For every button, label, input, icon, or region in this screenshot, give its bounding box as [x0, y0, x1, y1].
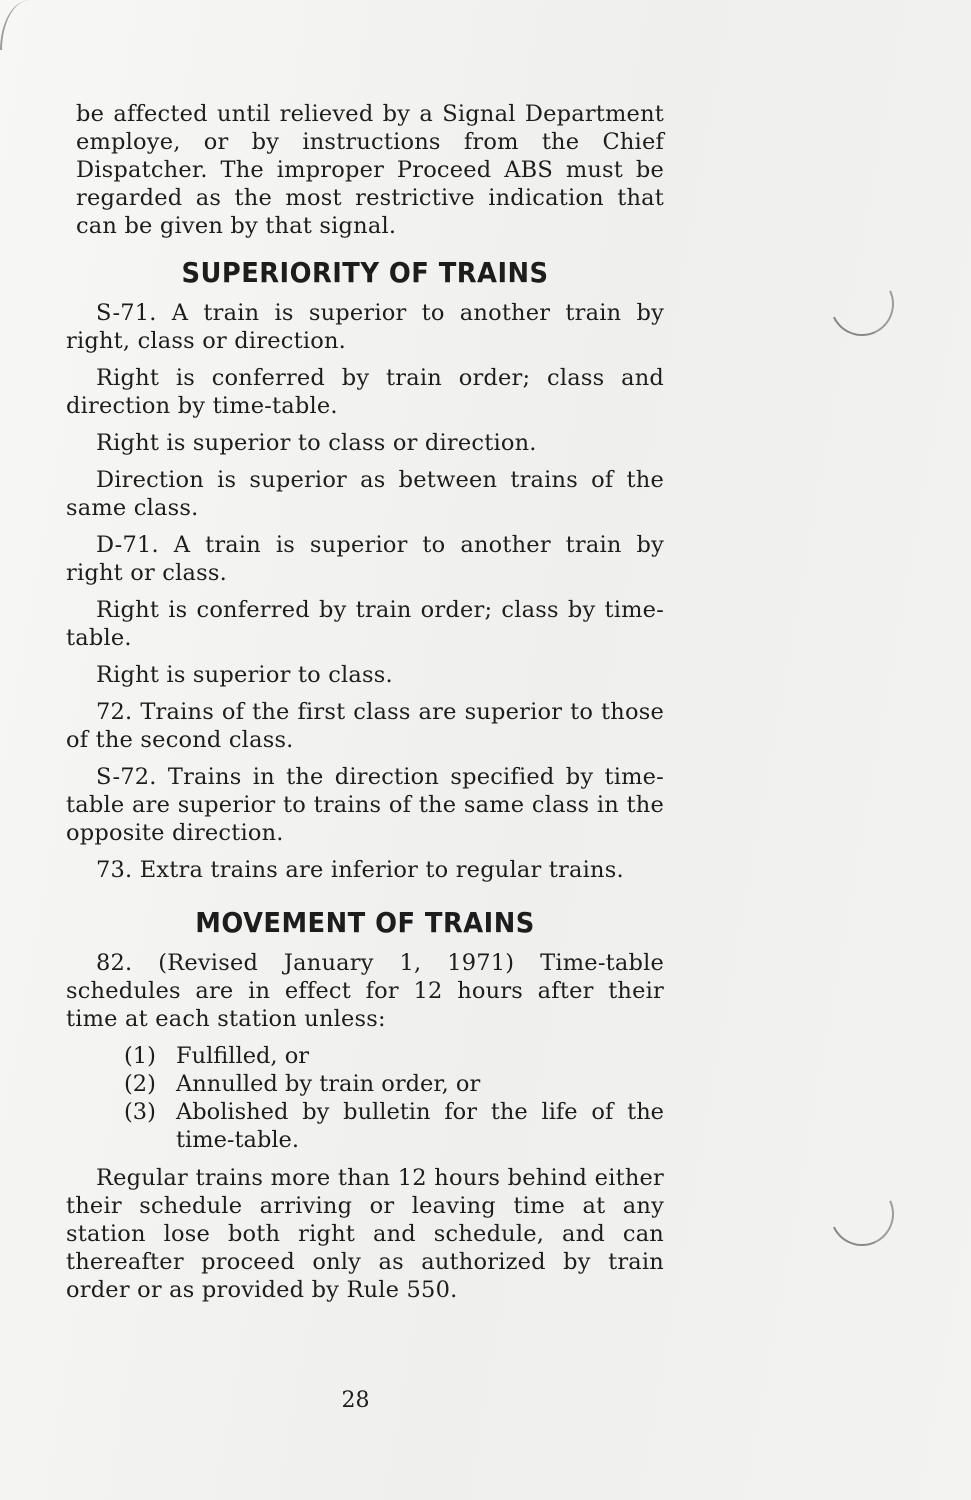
- condition-marker: (2): [124, 1071, 156, 1097]
- rule-paragraph: S-71. A train is superior to another train by right, class or direction.: [66, 300, 664, 354]
- binder-hole-top: [821, 263, 903, 345]
- condition-item: [124, 1070, 664, 1098]
- rule-paragraph: Right is superior to class.: [96, 662, 393, 688]
- condition-marker: (3): [124, 1099, 156, 1125]
- page-corner-fold: [0, 0, 32, 50]
- rule-paragraph: 73. Extra trains are inferior to regular trains.: [96, 857, 624, 883]
- rule-paragraph: S-72. Trains in the direction specified by time-table are superior to trains of the same class in the opposite direction.: [66, 764, 664, 846]
- rule-paragraph: Direction is superior as between trains of the same class.: [66, 467, 664, 521]
- condition-item: [124, 1042, 664, 1070]
- continuation-paragraph: be affected until relieved by a Signal Department employe, or by instructions from the Chief Dispatcher. The improper Proceed ABS must be regarded as the most restrictive indication that can be given by that signal.: [76, 101, 664, 239]
- condition-marker: (1): [124, 1043, 156, 1069]
- page-content: [66, 100, 664, 1313]
- condition-text: Abolished by bulletin for the life of the time-table.: [176, 1099, 664, 1153]
- rule-paragraph: D-71. A train is superior to another train by right or class.: [66, 532, 664, 586]
- page-number: 28: [341, 1388, 370, 1413]
- rule-paragraph: 72. Trains of the first class are superior to those of the second class.: [66, 699, 664, 753]
- rule-82-intro: 82. (Revised January 1, 1971) Time-table schedules are in effect for 12 hours after their time at each station unless:: [66, 950, 664, 1032]
- rule-paragraph: Right is conferred by train order; class and direction by time-table.: [66, 365, 664, 419]
- binder-hole-bottom: [821, 1173, 903, 1255]
- condition-text: Fulfilled, or: [176, 1043, 310, 1069]
- section-heading-superiority: SUPERIORITY OF TRAINS: [181, 256, 549, 289]
- condition-text: Annulled by train order, or: [176, 1071, 481, 1097]
- condition-item: [124, 1098, 664, 1154]
- condition-list: [66, 1042, 664, 1154]
- section-heading-movement: MOVEMENT OF TRAINS: [195, 906, 535, 939]
- rule-paragraph: Right is superior to class or direction.: [96, 430, 537, 456]
- rule-paragraph: Right is conferred by train order; class by time-table.: [66, 597, 664, 651]
- rule-82-closing: Regular trains more than 12 hours behind either their schedule arriving or leaving time at any station lose both right and schedule, and can thereafter proceed only as authorized by train order or as provided by Rule 550.: [66, 1165, 664, 1303]
